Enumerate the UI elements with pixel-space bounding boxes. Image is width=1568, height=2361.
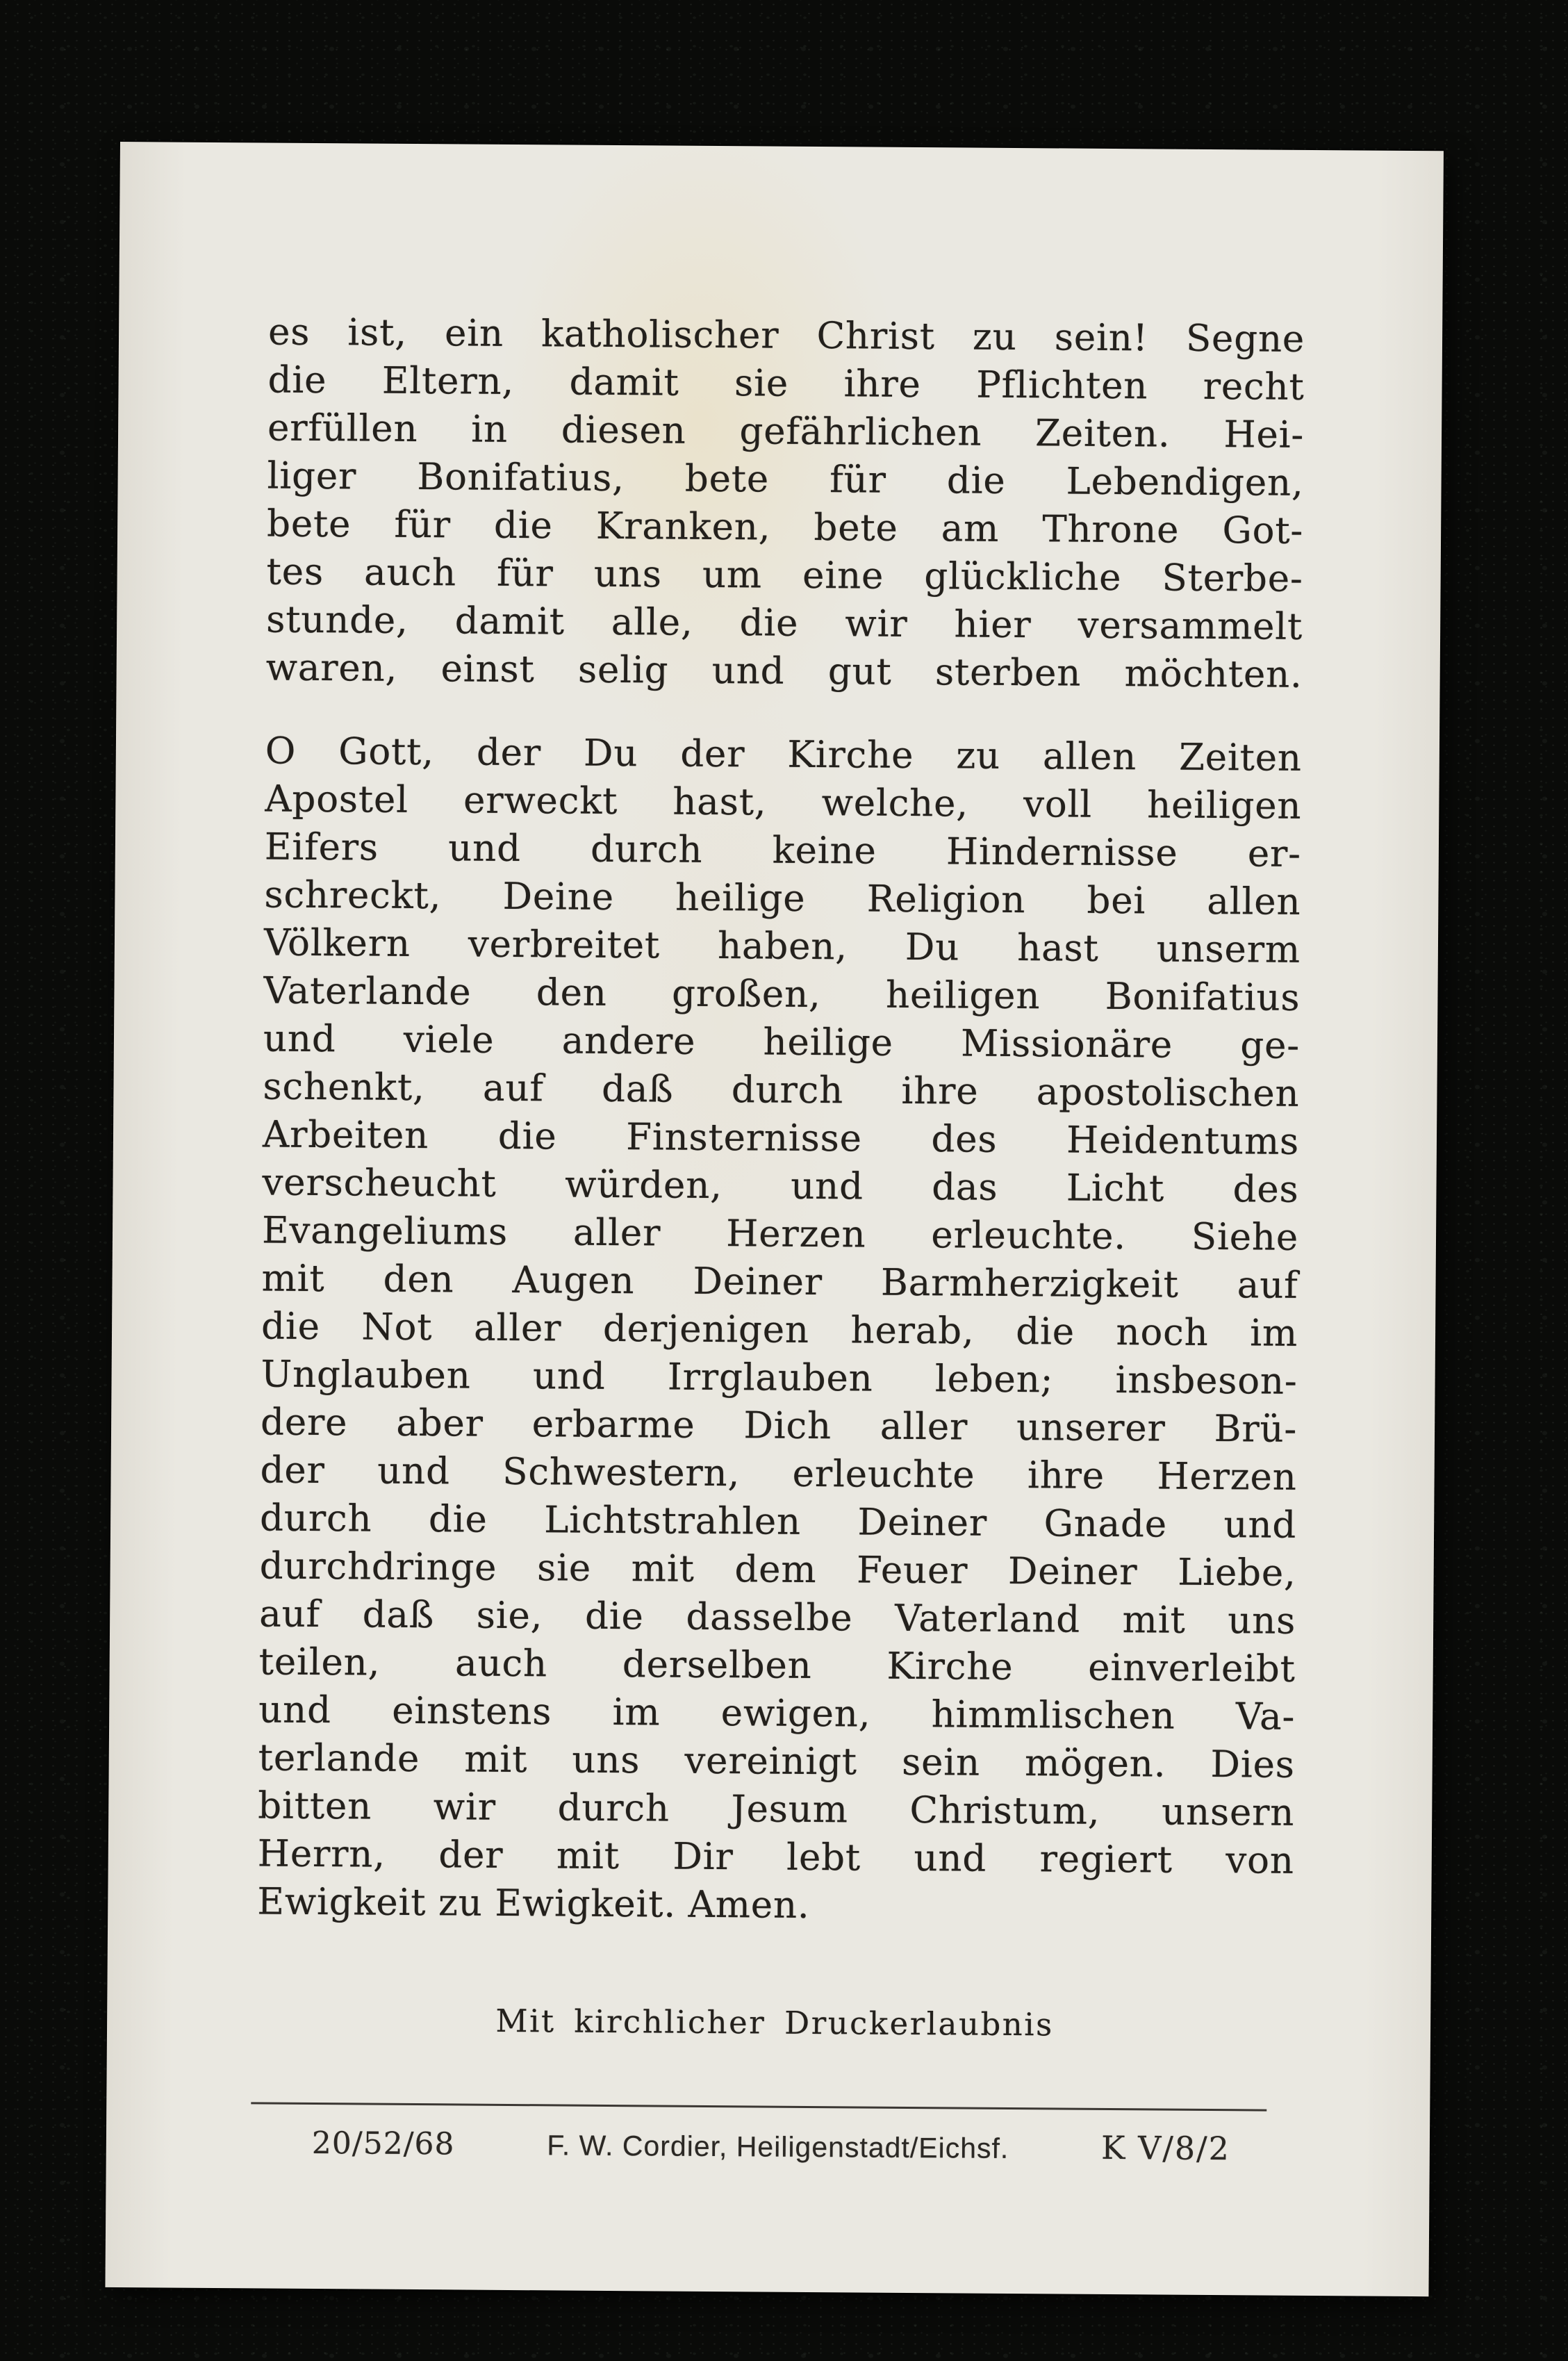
imprint-printer-name: F. W. Cordier, Heiligenstadt/Eichsf. [547, 2129, 1009, 2165]
prayer-line: waren, einst selig und gut sterben möchten. [265, 646, 1303, 696]
prayer-line: Arbeiten die Finsternisse des Heidentums [262, 1113, 1300, 1163]
prayer-line: liger Bonifatius, bete für die Lebendigen, [267, 454, 1304, 504]
printer-imprint [251, 2123, 1266, 2167]
prayer-line: dere aber erbarme Dich aller unserer Brü- [260, 1401, 1298, 1451]
imprint-code-right: K V/8/2 [1100, 2128, 1231, 2168]
prayer-line: die Eltern, damit sie ihre Pflichten recht [267, 359, 1305, 409]
prayer-line: der und Schwestern, erleuchte ihre Herzen [260, 1449, 1297, 1499]
prayer-line: Unglauben und Irrglauben leben; insbeson- [261, 1353, 1298, 1403]
imprint-code-left: 20/52/68 [311, 2125, 455, 2162]
prayer-line: verscheucht würden, und das Licht des [262, 1161, 1299, 1211]
prayer-paragraph-1 [265, 308, 1305, 698]
prayer-line: bete für die Kranken, bete am Throne Got- [266, 502, 1304, 552]
prayer-line: Apostel erweckt hast, welche, voll heiligen [265, 778, 1302, 828]
prayer-line: mit den Augen Deiner Barmherzigkeit auf [261, 1257, 1298, 1307]
prayer-line: terlande mit uns vereinigt sein mögen. Dies [258, 1736, 1295, 1786]
prayer-line: Ewigkeit zu Ewigkeit. Amen. [257, 1880, 810, 1927]
prayer-line: Eifers und durch keine Hindernisse er- [264, 825, 1302, 875]
prayer-line: tes auch für uns um eine glückliche Sterbe- [266, 550, 1303, 600]
imprimatur-note: Mit kirchlicher Druckerlaubnis [495, 2002, 1054, 2043]
prayer-line: Evangeliums aller Herzen erleuchte. Siehe [261, 1209, 1299, 1259]
prayer-line: auf daß sie, die dasselbe Vaterland mit uns [258, 1593, 1296, 1643]
prayer-line: es ist, ein katholischer Christ zu sein! Segne [267, 311, 1305, 361]
prayer-line: und viele andere heilige Missionäre ge- [263, 1017, 1301, 1067]
prayer-line: stunde, damit alle, die wir hier versammelt [265, 598, 1303, 648]
prayer-line: durchdringe sie mit dem Feuer Deiner Liebe, [259, 1545, 1296, 1595]
prayer-line: Vaterlande den großen, heiligen Bonifatius [263, 969, 1301, 1019]
prayer-line: schreckt, Deine heilige Religion bei allen [264, 873, 1301, 923]
prayer-line: die Not aller derjenigen herab, die noch im [261, 1305, 1298, 1355]
prayer-card [105, 142, 1444, 2296]
prayer-line: teilen, auch derselben Kirche einverleibt [258, 1640, 1296, 1690]
prayer-line: durch die Lichtstrahlen Deiner Gnade und [259, 1497, 1297, 1547]
prayer-paragraph-2 [257, 727, 1302, 1932]
prayer-text-block [256, 308, 1305, 2050]
prayer-line: Herrn, der mit Dir lebt und regiert von [257, 1832, 1294, 1882]
prayer-line: Völkern verbreitet haben, Du hast unserm [263, 921, 1301, 971]
prayer-line: erfüllen in diesen gefährlichen Zeiten. Hei- [267, 406, 1305, 456]
prayer-line: O Gott, der Du der Kirche zu allen Zeiten [265, 730, 1303, 780]
footer-divider [251, 2102, 1266, 2111]
prayer-line: und einstens im ewigen, himmlischen Va- [258, 1688, 1296, 1738]
prayer-line: bitten wir durch Jesum Christum, unsern [258, 1784, 1295, 1834]
prayer-line: schenkt, auf daß durch ihre apostolischen [263, 1065, 1300, 1115]
